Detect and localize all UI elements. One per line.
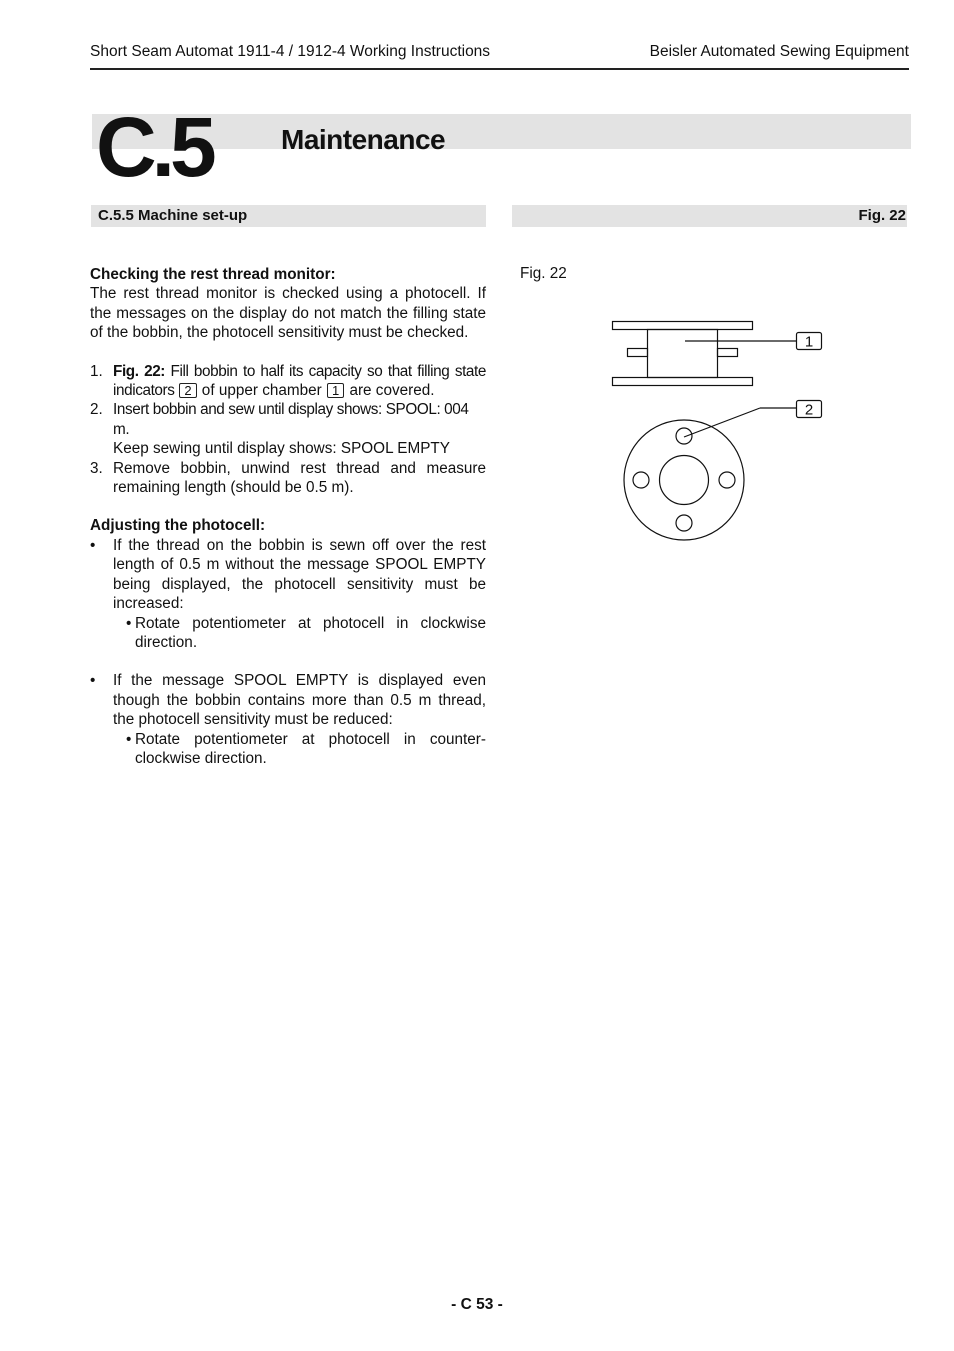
step-2: [90, 400, 486, 458]
callout-2-label: 2: [804, 401, 814, 419]
sub-bullet-1: [90, 614, 486, 653]
bobbin-top-flange: [613, 322, 753, 330]
step-text: Remove bobbin, unwind rest thread and measure remaining length (should be 0.5 m).: [113, 459, 486, 497]
indicator-hole-left: [633, 472, 649, 488]
figure-bar-label: Fig. 22: [858, 207, 906, 224]
bobbin-figure: [600, 310, 840, 555]
step-number: 3.: [90, 459, 103, 477]
step-text: Insert bobbin and sew until display shows: SPOOL: 004 m.: [113, 401, 469, 438]
section-title: C.5.5 Machine set-up: [98, 207, 248, 224]
figure-caption: Fig. 22: [520, 265, 567, 282]
bullet-text: If the thread on the bobbin is sewn off over the rest length of 0.5 m without the message SPOOL EMPTY being displayed, the photocell sensitivity must be increased:: [113, 536, 486, 613]
step-1: [90, 362, 486, 401]
step-number: 2.: [90, 401, 103, 419]
indicator-hole-bottom: [676, 515, 692, 531]
chapter-band: [92, 114, 911, 149]
header-right: Beisler Automated Sewing Equipment: [649, 43, 909, 60]
chapter-title: Maintenance: [281, 124, 446, 155]
bobbin-disc: [624, 420, 744, 540]
bullet-mark: •: [90, 536, 96, 554]
sub-bullet-text: Rotate potentiometer at photocell in clockwise direction.: [135, 614, 486, 651]
section-bar: [91, 205, 486, 227]
bobbin-bottom-flange: [613, 378, 753, 386]
bullet-2: [90, 671, 486, 729]
callout-1-label: 1: [804, 333, 814, 351]
sub-bullet-mark: •: [126, 730, 132, 748]
indicator-right: [718, 349, 738, 357]
indicator-left: [628, 349, 648, 357]
step-3: [90, 459, 486, 498]
bullet-mark: •: [90, 672, 96, 690]
step-text: of upper chamber: [197, 382, 326, 400]
callout-2-leader: [684, 408, 760, 437]
indicator-hole-top: [676, 428, 692, 444]
bullet-1: [90, 536, 486, 614]
figure-reference: Fig. 22:: [113, 362, 165, 380]
step-number: 1.: [90, 362, 103, 380]
step-text: Fill bobbin to half its capacity so that filling state indicators: [113, 362, 486, 400]
header-rule: [90, 68, 909, 70]
sub-bullet-text: Rotate potentiometer at photocell in counter-clockwise direction.: [135, 730, 486, 767]
sub-bullet-2: [90, 730, 486, 769]
bobbin-center-hole: [660, 456, 709, 505]
indicator-hole-right: [719, 472, 735, 488]
chamber-1-box: 1: [327, 383, 344, 398]
chapter-number: C.5: [96, 100, 212, 194]
header-left: Short Seam Automat 1911-4 / 1912-4 Working Instructions: [90, 43, 491, 60]
adjust-heading: Adjusting the photocell:: [90, 517, 266, 535]
step-text-continued: Keep sewing until display shows: SPOOL EMPTY: [113, 440, 450, 458]
bullet-text: If the message SPOOL EMPTY is displayed even though the bobbin contains more than 0.5 m thread, the photocell sensitivity must be reduced:: [113, 672, 486, 729]
text-column: [90, 265, 486, 768]
page-number: - C 53 -: [451, 1296, 503, 1313]
sub-bullet-mark: •: [126, 614, 132, 632]
check-intro: The rest thread monitor is checked using a photocell. If the messages on the display do not match the filling state of the bobbin, the photocell sensitivity must be checked.: [90, 285, 486, 342]
check-heading: Checking the rest thread monitor:: [90, 266, 336, 283]
step-text: are covered.: [345, 382, 435, 400]
figure-bar: [512, 205, 907, 227]
indicator-2-box: 2: [179, 383, 196, 398]
bobbin-hub: [648, 330, 718, 378]
